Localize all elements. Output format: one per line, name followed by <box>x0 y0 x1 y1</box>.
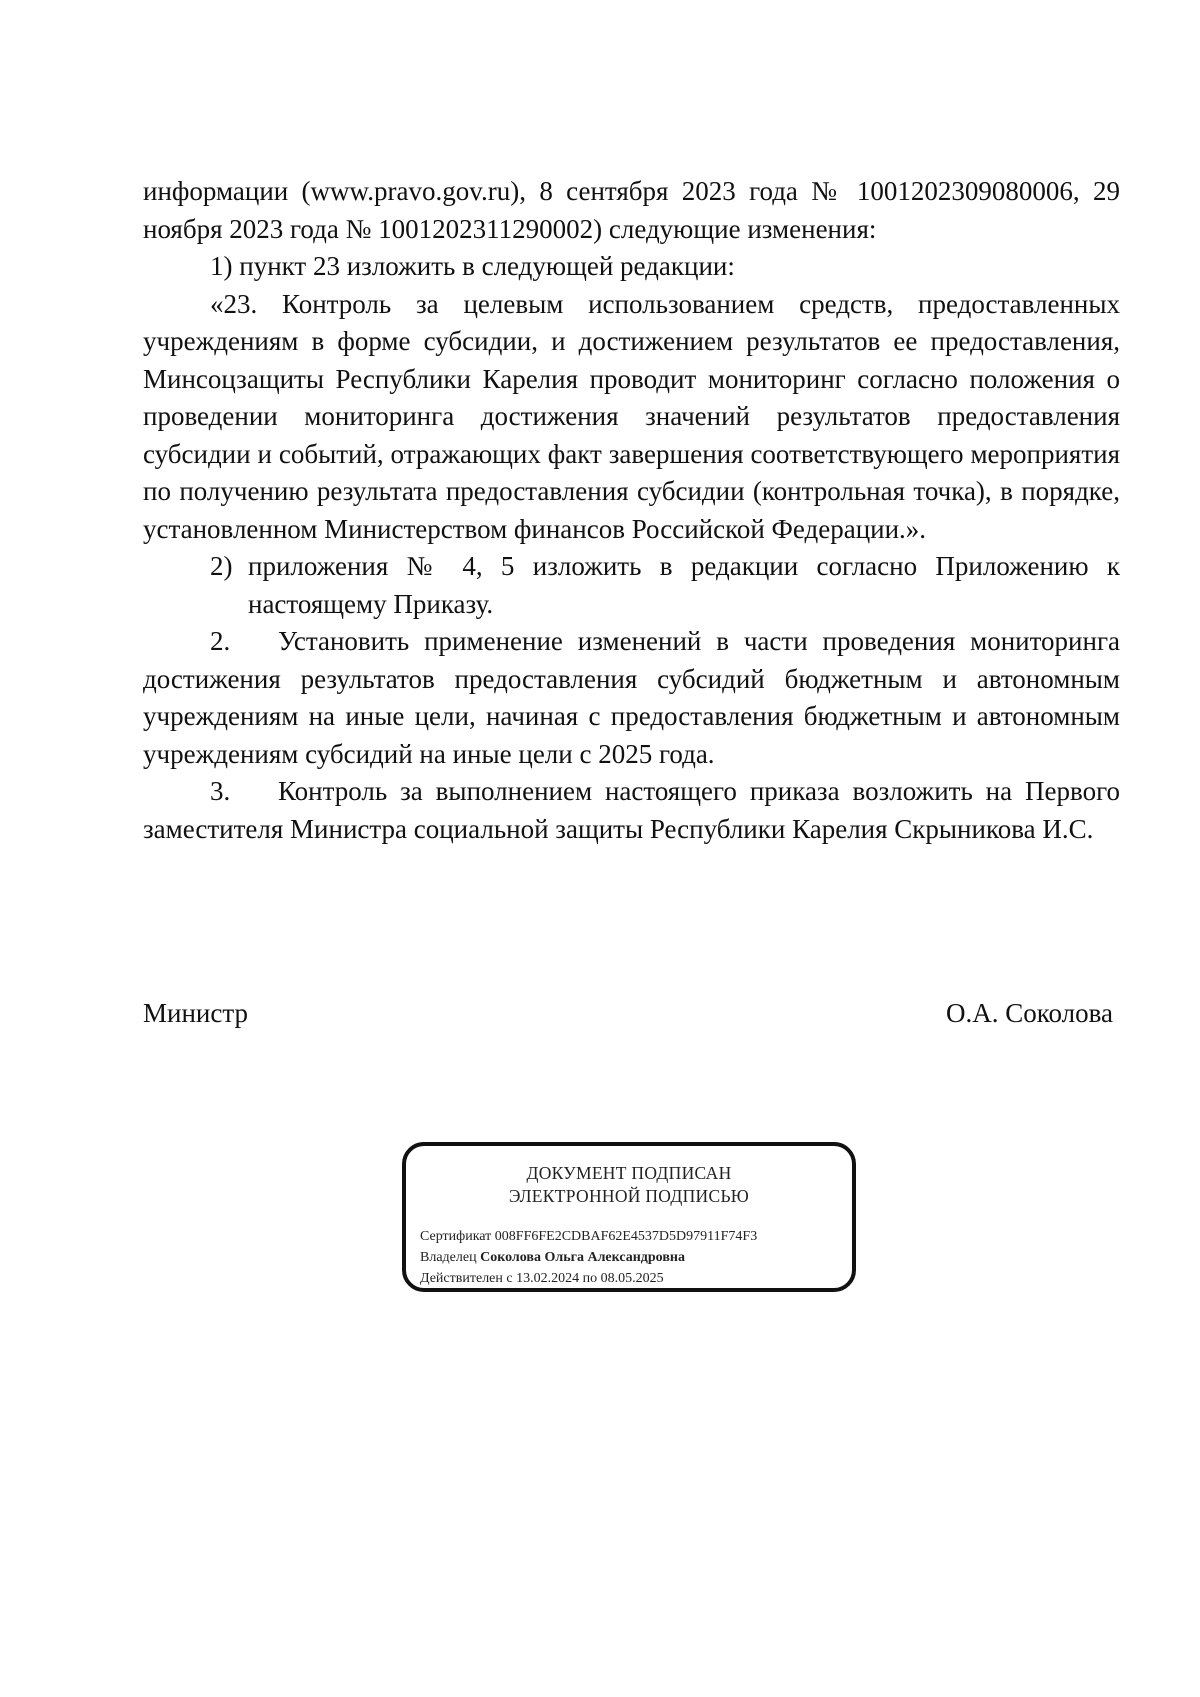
paragraph-continuation: информации (www.pravo.gov.ru), 8 сентября 2023 года № 1001202309080006, 29 ноября 2023 года № 1001202311290002) следующие изменения: <box>143 176 1120 244</box>
cert-label: Сертификат <box>420 1229 492 1244</box>
paragraph-2-number: 2. <box>210 626 231 656</box>
valid-to-label: по <box>582 1271 598 1286</box>
valid-from: 13.02.2024 <box>516 1271 580 1286</box>
signer-position: Министр <box>143 998 248 1028</box>
list-item-2-text: приложения № 4, 5 изложить в редакции согласно Приложению к настоящему Приказу. <box>248 551 1120 619</box>
stamp-details <box>420 1226 757 1289</box>
paragraph-2-text: Установить применение изменений в части проведения мониторинга достижения результатов предоставления субсидий бюджетным и автономным учреждениям на иные цели, начиная с предоставления бюджетным и автономным учреждениям субсидий на иные цели с 2025 года. <box>143 626 1120 769</box>
paragraph-3-text: Контроль за выполнением настоящего приказа возложить на Первого заместителя Министра социальной защиты Республики Карелия Скрыникова И.С. <box>143 776 1120 844</box>
list-item-1-text: пункт 23 изложить в следующей редакции: <box>239 251 735 281</box>
list-item-1-number: 1) <box>210 251 233 281</box>
document-body <box>143 173 1120 848</box>
list-item-1 <box>143 248 1120 286</box>
stamp-validity <box>420 1268 757 1289</box>
cert-value: 008FF6FE2CDBAF62E4537D5D97911F74F3 <box>494 1229 758 1244</box>
electronic-signature-stamp <box>402 1142 856 1292</box>
list-item-2-number: 2) <box>210 551 233 581</box>
paragraph-23: «23. Контроль за целевым использованием средств, предоставленных учреждениям в форме субсидии, и достижением результатов ее предоставления, Минсоцзащиты Республики Карелия проводит мониторинг согласно положения о проведении мониторинга достижения значений результатов предоставления субсидии и событий, отражающих факт завершения соответствующего мероприятия по получению результата предоставления субсидии (контрольная точка), в порядке, установленном Министерством финансов Российской Федерации.». <box>143 288 1120 544</box>
stamp-title-line-1: ДОКУМЕНТ ПОДПИСАН <box>526 1163 732 1183</box>
stamp-certificate <box>420 1226 757 1247</box>
stamp-title-line-2: ЭЛЕКТРОННОЙ ПОДПИСЬЮ <box>508 1186 750 1206</box>
valid-to: 08.05.2025 <box>600 1271 664 1286</box>
paragraph-3 <box>143 773 1120 848</box>
list-item-2 <box>143 548 1120 623</box>
stamp-title <box>406 1162 852 1208</box>
stamp-owner <box>420 1247 757 1268</box>
signature-block <box>143 998 1113 1038</box>
signer-name: О.А. Соколова <box>946 998 1113 1028</box>
owner-value: Соколова Ольга Александровна <box>480 1250 685 1265</box>
owner-label: Владелец <box>420 1250 477 1265</box>
paragraph-2 <box>143 623 1120 773</box>
valid-label: Действителен с <box>420 1271 513 1286</box>
paragraph-3-number: 3. <box>210 776 231 806</box>
